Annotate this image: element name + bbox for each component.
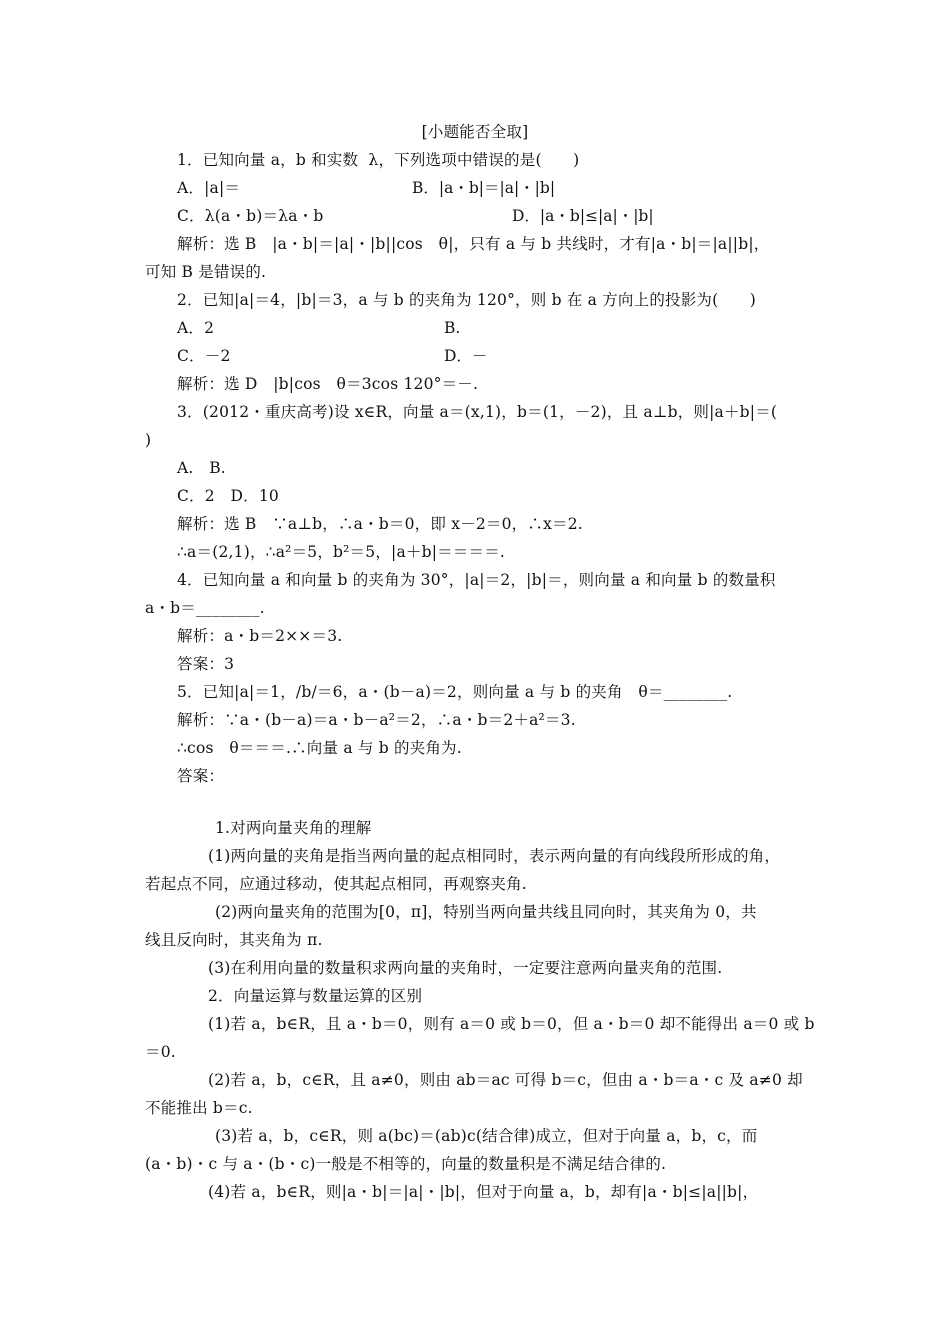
note-2-1-line-1: (1)若 a，b∈R，且 a・b＝0，则有 a＝0 或 b＝0，但 a・b＝0 却不能得出 a＝0 或 b — [208, 1015, 815, 1033]
q5-solution-line-2: ∴cos θ＝＝＝.∴向量 a 与 b 的夹角为. — [177, 739, 462, 757]
question-1: 1．已知向量 a，b 和实数 λ，下列选项中错误的是( ) — [177, 151, 580, 169]
q3-solution-line-1: 解析：选 B ∵a⊥b，∴a・b＝0，即 x－2＝0，∴x＝2. — [177, 515, 583, 533]
q5-answer: 答案： — [177, 767, 225, 785]
note-2-4-line-1: (4)若 a，b∈R，则|a・b|＝|a|・|b|，但对于向量 a，b，却有|a・b|≤|a||b|， — [208, 1183, 759, 1201]
note-1-2-line-2: 线且反向时，其夹角为 π. — [145, 931, 323, 949]
q2-option-d: D．－ — [444, 347, 488, 365]
q4-answer: 答案：3 — [177, 655, 235, 673]
question-5: 5．已知|a|＝1，/b/＝6，a・(b－a)＝2，则向量 a 与 b 的夹角 θ＝________. — [177, 683, 733, 701]
q1-solution-line-1: 解析：选 B |a・b|＝|a|・|b||cos θ|，只有 a 与 b 共线时，才有|a・b|＝|a||b|， — [177, 235, 770, 253]
q1-option-b: B．|a・b|＝|a|・|b| — [412, 179, 556, 197]
note-2-1-line-2: ＝0. — [145, 1043, 176, 1061]
note-1-1-line-1: (1)两向量的夹角是指当两向量的起点相同时，表示两向量的有向线段所形成的角， — [208, 847, 781, 865]
q3-options-ab: A. B. — [177, 459, 226, 477]
question-4-continued: a・b＝________. — [145, 599, 265, 617]
q2-solution: 解析：选 D |b|cos θ＝3cos 120°＝－. — [177, 375, 479, 393]
note-2-2-line-1: (2)若 a，b，c∈R，且 a≠0，则由 ab＝ac 可得 b＝c，但由 a・b＝a・c 及 a≠0 却 — [208, 1071, 803, 1089]
q2-option-b: B. — [444, 319, 461, 337]
section-title: [小题能否全取] — [421, 123, 529, 141]
question-3: 3．(2012・重庆高考)设 x∈R，向量 a＝(x,1)，b＝(1，－2)，且 a⊥b，则|a＋b|＝( — [177, 403, 778, 421]
note-1-1-line-2: 若起点不同，应通过移动，使其起点相同，再观察夹角. — [145, 875, 527, 893]
note-2-heading: 2．向量运算与数量运算的区别 — [208, 987, 423, 1005]
q3-options-cd: C．2 D．10 — [177, 487, 279, 505]
question-4: 4．已知向量 a 和向量 b 的夹角为 30°，|a|＝2，|b|＝，则向量 a 和向量 b 的数量积 — [177, 571, 776, 589]
note-1-3: (3)在利用向量的数量积求两向量的夹角时，一定要注意两向量夹角的范围. — [208, 959, 723, 977]
q5-solution-line-1: 解析：∵a・(b－a)＝a・b－a²＝2，∴a・b＝2＋a²＝3. — [177, 711, 576, 729]
q1-option-a: A．|a|＝ — [177, 179, 241, 197]
q2-option-a: A．2 — [177, 319, 215, 337]
note-2-3-line-2: (a・b)・c 与 a・(b・c)一般是不相等的，向量的数量积是不满足结合律的. — [145, 1155, 667, 1173]
note-1-2-line-1: (2)两向量夹角的范围为[0，π]，特别当两向量共线且同向时，其夹角为 0，共 — [215, 903, 757, 921]
note-1-heading: 1.对两向量夹角的理解 — [215, 819, 372, 837]
question-2: 2．已知|a|＝4，|b|＝3，a 与 b 的夹角为 120°，则 b 在 a 方向上的投影为( ) — [177, 291, 757, 309]
question-3-continued: ) — [145, 431, 152, 449]
note-2-3-line-1: (3)若 a，b，c∈R，则 a(bc)＝(ab)c(结合律)成立，但对于向量 a，b，c，而 — [215, 1127, 758, 1145]
note-2-2-line-2: 不能推出 b＝c. — [145, 1099, 253, 1117]
q1-option-c: C．λ(a・b)＝λa・b — [177, 207, 324, 225]
q1-solution-line-2: 可知 B 是错误的. — [145, 263, 267, 281]
q4-solution: 解析：a・b＝2××＝3. — [177, 627, 343, 645]
q2-option-c: C．－2 — [177, 347, 231, 365]
q3-solution-line-2: ∴a＝(2,1)，∴a²＝5，b²＝5，|a＋b|＝＝＝＝. — [177, 543, 506, 561]
q1-option-d: D．|a・b|≤|a|・|b| — [512, 207, 654, 225]
